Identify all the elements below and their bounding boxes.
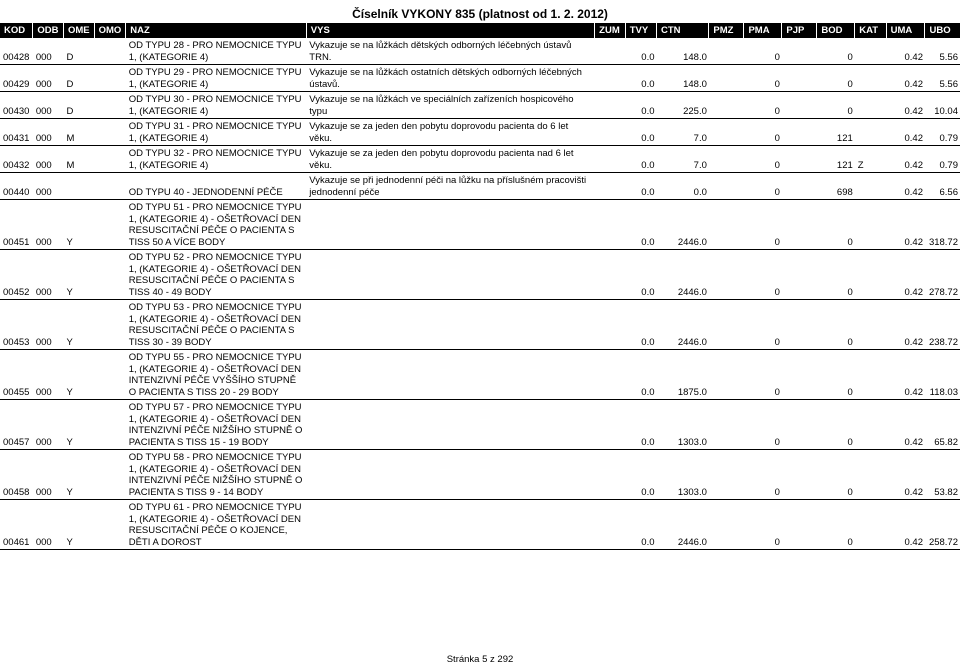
- cell-naz: OD TYPU 58 - PRO NEMOCNICE TYPU 1, (KATEGORIE 4) - OŠETŘOVACÍ DEN INTENZIVNÍ PÉČE NIŽŠÍHO STUPNĚ O PACIENTA S TISS 9 - 14 BODY: [126, 450, 307, 500]
- cell-odb: 000: [33, 450, 64, 500]
- cell-kod: 00458: [0, 450, 33, 500]
- cell-odb: 000: [33, 65, 64, 92]
- cell-ubo: 53.82: [925, 450, 960, 500]
- cell-kod: 00451: [0, 200, 33, 250]
- cell-uma: 0.42: [886, 400, 925, 450]
- cell-pma: 0: [744, 450, 782, 500]
- cell-ubo: 0.79: [925, 119, 960, 146]
- cell-vys: Vykazuje se za jeden den pobytu doprovodu pacienta do 6 let věku.: [306, 119, 594, 146]
- cell-tvy: 0.0: [625, 119, 656, 146]
- cell-ctn: 1303.0: [657, 400, 709, 450]
- cell-omo: [94, 173, 126, 200]
- cell-ubo: 318.72: [925, 200, 960, 250]
- cell-kat: [855, 65, 886, 92]
- cell-zum: [595, 173, 626, 200]
- cell-tvy: 0.0: [625, 500, 656, 550]
- cell-ome: Y: [63, 400, 94, 450]
- cell-ctn: 1303.0: [657, 450, 709, 500]
- cell-naz: OD TYPU 61 - PRO NEMOCNICE TYPU 1, (KATEGORIE 4) - OŠETŘOVACÍ DEN RESUSCITAČNÍ PÉČE O KOJENCE, DĚTI A DOROST: [126, 500, 307, 550]
- cell-kod: 00461: [0, 500, 33, 550]
- cell-tvy: 0.0: [625, 300, 656, 350]
- column-header-naz: NAZ: [126, 23, 307, 38]
- table-row: [0, 146, 960, 173]
- cell-uma: 0.42: [886, 119, 925, 146]
- cell-odb: 000: [33, 350, 64, 400]
- cell-ctn: 2446.0: [657, 300, 709, 350]
- cell-uma: 0.42: [886, 300, 925, 350]
- cell-ubo: 6.56: [925, 173, 960, 200]
- cell-odb: 000: [33, 119, 64, 146]
- cell-naz: OD TYPU 28 - PRO NEMOCNICE TYPU 1, (KATEGORIE 4): [126, 38, 307, 65]
- cell-ubo: 278.72: [925, 250, 960, 300]
- header-row: [0, 23, 960, 38]
- cell-pmz: [709, 500, 744, 550]
- cell-kat: [855, 200, 886, 250]
- cell-ubo: 118.03: [925, 350, 960, 400]
- table-row: [0, 450, 960, 500]
- cell-uma: 0.42: [886, 250, 925, 300]
- cell-pjp: [782, 38, 817, 65]
- cell-zum: [595, 500, 626, 550]
- cell-zum: [595, 92, 626, 119]
- cell-pmz: [709, 250, 744, 300]
- cell-ome: [63, 173, 94, 200]
- cell-tvy: 0.0: [625, 65, 656, 92]
- cell-kat: [855, 300, 886, 350]
- table-row: [0, 65, 960, 92]
- cell-ome: Y: [63, 500, 94, 550]
- cell-naz: OD TYPU 31 - PRO NEMOCNICE TYPU 1, (KATEGORIE 4): [126, 119, 307, 146]
- cell-vys: Vykazuje se na lůžkách ostatních dětských odborných léčebných ústavů.: [306, 65, 594, 92]
- cell-odb: 000: [33, 500, 64, 550]
- table-row: [0, 300, 960, 350]
- cell-ome: Y: [63, 250, 94, 300]
- column-header-kat: KAT: [855, 23, 886, 38]
- cell-bod: 698: [817, 173, 855, 200]
- cell-pma: 0: [744, 300, 782, 350]
- cell-bod: 0: [817, 500, 855, 550]
- cell-pjp: [782, 200, 817, 250]
- cell-pma: 0: [744, 92, 782, 119]
- cell-kod: 00452: [0, 250, 33, 300]
- column-header-uma: UMA: [886, 23, 925, 38]
- cell-pjp: [782, 450, 817, 500]
- cell-omo: [94, 450, 126, 500]
- cell-kat: [855, 450, 886, 500]
- column-header-pma: PMA: [744, 23, 782, 38]
- cell-zum: [595, 146, 626, 173]
- cell-zum: [595, 65, 626, 92]
- table-row: [0, 92, 960, 119]
- cell-ctn: 148.0: [657, 65, 709, 92]
- cell-pmz: [709, 173, 744, 200]
- column-header-tvy: TVY: [625, 23, 656, 38]
- cell-kat: [855, 119, 886, 146]
- cell-bod: 121: [817, 119, 855, 146]
- cell-omo: [94, 300, 126, 350]
- cell-kat: [855, 350, 886, 400]
- cell-tvy: 0.0: [625, 92, 656, 119]
- cell-kod: 00453: [0, 300, 33, 350]
- cell-pma: 0: [744, 500, 782, 550]
- cell-tvy: 0.0: [625, 350, 656, 400]
- table-row: [0, 400, 960, 450]
- cell-pjp: [782, 92, 817, 119]
- cell-naz: OD TYPU 52 - PRO NEMOCNICE TYPU 1, (KATEGORIE 4) - OŠETŘOVACÍ DEN RESUSCITAČNÍ PÉČE O PACIENTA S TISS 40 - 49 BODY: [126, 250, 307, 300]
- cell-kat: [855, 173, 886, 200]
- cell-kod: 00440: [0, 173, 33, 200]
- cell-omo: [94, 92, 126, 119]
- cell-pjp: [782, 500, 817, 550]
- cell-zum: [595, 250, 626, 300]
- cell-odb: 000: [33, 200, 64, 250]
- column-header-bod: BOD: [817, 23, 855, 38]
- cell-tvy: 0.0: [625, 400, 656, 450]
- cell-uma: 0.42: [886, 450, 925, 500]
- cell-odb: 000: [33, 92, 64, 119]
- cell-ome: D: [63, 38, 94, 65]
- table-row: [0, 119, 960, 146]
- column-header-zum: ZUM: [595, 23, 626, 38]
- cell-bod: 0: [817, 300, 855, 350]
- cell-tvy: 0.0: [625, 250, 656, 300]
- column-header-omo: OMO: [94, 23, 126, 38]
- cell-odb: 000: [33, 173, 64, 200]
- cell-kat: [855, 38, 886, 65]
- cell-odb: 000: [33, 400, 64, 450]
- cell-pjp: [782, 300, 817, 350]
- cell-kod: 00428: [0, 38, 33, 65]
- cell-ctn: 2446.0: [657, 200, 709, 250]
- cell-kod: 00455: [0, 350, 33, 400]
- table-row: [0, 250, 960, 300]
- cell-vys: [306, 400, 594, 450]
- cell-vys: Vykazuje se za jeden den pobytu doprovodu pacienta nad 6 let věku.: [306, 146, 594, 173]
- cell-pmz: [709, 450, 744, 500]
- cell-zum: [595, 300, 626, 350]
- cell-naz: OD TYPU 40 - JEDNODENNÍ PÉČE: [126, 173, 307, 200]
- cell-kod: 00430: [0, 92, 33, 119]
- cell-kod: 00432: [0, 146, 33, 173]
- cell-kat: [855, 92, 886, 119]
- cell-pmz: [709, 119, 744, 146]
- document-title: Číselník VYKONY 835 (platnost od 1. 2. 2012): [352, 7, 608, 21]
- column-header-vys: VYS: [306, 23, 594, 38]
- cell-ome: Y: [63, 450, 94, 500]
- vykony-table: [0, 23, 960, 550]
- cell-tvy: 0.0: [625, 450, 656, 500]
- cell-uma: 0.42: [886, 146, 925, 173]
- cell-uma: 0.42: [886, 173, 925, 200]
- column-header-ubo: UBO: [925, 23, 960, 38]
- cell-ome: M: [63, 119, 94, 146]
- cell-ome: Y: [63, 300, 94, 350]
- cell-naz: OD TYPU 53 - PRO NEMOCNICE TYPU 1, (KATEGORIE 4) - OŠETŘOVACÍ DEN RESUSCITAČNÍ PÉČE O PACIENTA S TISS 30 - 39 BODY: [126, 300, 307, 350]
- cell-uma: 0.42: [886, 500, 925, 550]
- cell-pjp: [782, 119, 817, 146]
- cell-bod: 0: [817, 400, 855, 450]
- cell-pjp: [782, 146, 817, 173]
- cell-odb: 000: [33, 250, 64, 300]
- cell-ctn: 7.0: [657, 119, 709, 146]
- cell-vys: [306, 200, 594, 250]
- table-body: [0, 38, 960, 550]
- cell-bod: 121: [817, 146, 855, 173]
- cell-uma: 0.42: [886, 38, 925, 65]
- cell-ubo: 5.56: [925, 65, 960, 92]
- cell-pjp: [782, 350, 817, 400]
- cell-vys: [306, 250, 594, 300]
- column-header-ome: OME: [63, 23, 94, 38]
- cell-ome: Y: [63, 350, 94, 400]
- cell-ctn: 148.0: [657, 38, 709, 65]
- cell-omo: [94, 65, 126, 92]
- column-header-kod: KOD: [0, 23, 33, 38]
- cell-zum: [595, 38, 626, 65]
- cell-vys: Vykazuje se při jednodenní péči na lůžku na příslušném pracovišti jednodenní péče: [306, 173, 594, 200]
- cell-omo: [94, 250, 126, 300]
- cell-tvy: 0.0: [625, 200, 656, 250]
- cell-vys: Vykazuje se na lůžkách ve speciálních zařízeních hospicového typu: [306, 92, 594, 119]
- cell-pma: 0: [744, 200, 782, 250]
- cell-kod: 00429: [0, 65, 33, 92]
- cell-odb: 000: [33, 146, 64, 173]
- cell-kat: [855, 250, 886, 300]
- cell-zum: [595, 400, 626, 450]
- cell-ome: D: [63, 92, 94, 119]
- cell-odb: 000: [33, 300, 64, 350]
- cell-ome: D: [63, 65, 94, 92]
- cell-pjp: [782, 173, 817, 200]
- column-header-ctn: CTN: [657, 23, 709, 38]
- table-row: [0, 173, 960, 200]
- column-header-pmz: PMZ: [709, 23, 744, 38]
- column-header-odb: ODB: [33, 23, 64, 38]
- cell-pjp: [782, 250, 817, 300]
- column-header-pjp: PJP: [782, 23, 817, 38]
- cell-naz: OD TYPU 55 - PRO NEMOCNICE TYPU 1, (KATEGORIE 4) - OŠETŘOVACÍ DEN INTENZIVNÍ PÉČE VYŠŠÍHO STUPNĚ O PACIENTA S TISS 20 - 29 BODY: [126, 350, 307, 400]
- cell-pmz: [709, 300, 744, 350]
- table-row: [0, 350, 960, 400]
- cell-pjp: [782, 65, 817, 92]
- cell-bod: 0: [817, 350, 855, 400]
- cell-ctn: 225.0: [657, 92, 709, 119]
- cell-ubo: 238.72: [925, 300, 960, 350]
- cell-naz: OD TYPU 30 - PRO NEMOCNICE TYPU 1, (KATEGORIE 4): [126, 92, 307, 119]
- cell-pma: 0: [744, 173, 782, 200]
- cell-ctn: 2446.0: [657, 250, 709, 300]
- cell-omo: [94, 200, 126, 250]
- cell-vys: [306, 350, 594, 400]
- cell-uma: 0.42: [886, 65, 925, 92]
- cell-pjp: [782, 400, 817, 450]
- cell-pmz: [709, 38, 744, 65]
- cell-bod: 0: [817, 65, 855, 92]
- cell-omo: [94, 350, 126, 400]
- cell-naz: OD TYPU 29 - PRO NEMOCNICE TYPU 1, (KATEGORIE 4): [126, 65, 307, 92]
- cell-ome: Y: [63, 200, 94, 250]
- cell-ome: M: [63, 146, 94, 173]
- table-row: [0, 200, 960, 250]
- cell-uma: 0.42: [886, 350, 925, 400]
- cell-omo: [94, 146, 126, 173]
- cell-ubo: 10.04: [925, 92, 960, 119]
- table-row: [0, 500, 960, 550]
- cell-uma: 0.42: [886, 92, 925, 119]
- cell-pmz: [709, 92, 744, 119]
- cell-ubo: 0.79: [925, 146, 960, 173]
- cell-pmz: [709, 65, 744, 92]
- cell-naz: OD TYPU 51 - PRO NEMOCNICE TYPU 1, (KATEGORIE 4) - OŠETŘOVACÍ DEN RESUSCITAČNÍ PÉČE O PACIENTA S TISS 50 A VÍCE BODY: [126, 200, 307, 250]
- cell-omo: [94, 38, 126, 65]
- cell-zum: [595, 450, 626, 500]
- cell-ctn: 0.0: [657, 173, 709, 200]
- cell-zum: [595, 350, 626, 400]
- cell-pma: 0: [744, 400, 782, 450]
- cell-bod: 0: [817, 92, 855, 119]
- cell-bod: 0: [817, 38, 855, 65]
- cell-vys: [306, 500, 594, 550]
- cell-pmz: [709, 350, 744, 400]
- cell-pma: 0: [744, 250, 782, 300]
- cell-kat: [855, 500, 886, 550]
- page-number: Stránka 5 z 292: [446, 654, 514, 665]
- cell-ctn: 2446.0: [657, 500, 709, 550]
- cell-ubo: 258.72: [925, 500, 960, 550]
- cell-bod: 0: [817, 250, 855, 300]
- cell-vys: [306, 450, 594, 500]
- cell-kod: 00457: [0, 400, 33, 450]
- cell-naz: OD TYPU 32 - PRO NEMOCNICE TYPU 1, (KATEGORIE 4): [126, 146, 307, 173]
- cell-uma: 0.42: [886, 200, 925, 250]
- cell-tvy: 0.0: [625, 146, 656, 173]
- cell-ctn: 7.0: [657, 146, 709, 173]
- table-row: [0, 38, 960, 65]
- cell-omo: [94, 500, 126, 550]
- cell-bod: 0: [817, 200, 855, 250]
- cell-kat: [855, 400, 886, 450]
- cell-zum: [595, 119, 626, 146]
- cell-odb: 000: [33, 38, 64, 65]
- cell-pma: 0: [744, 119, 782, 146]
- cell-pmz: [709, 146, 744, 173]
- cell-kod: 00431: [0, 119, 33, 146]
- cell-omo: [94, 119, 126, 146]
- cell-ubo: 5.56: [925, 38, 960, 65]
- cell-tvy: 0.0: [625, 38, 656, 65]
- cell-pmz: [709, 400, 744, 450]
- cell-bod: 0: [817, 450, 855, 500]
- cell-naz: OD TYPU 57 - PRO NEMOCNICE TYPU 1, (KATEGORIE 4) - OŠETŘOVACÍ DEN INTENZIVNÍ PÉČE NIŽŠÍHO STUPNĚ O PACIENTA S TISS 15 - 19 BODY: [126, 400, 307, 450]
- cell-ctn: 1875.0: [657, 350, 709, 400]
- cell-pma: 0: [744, 146, 782, 173]
- cell-pma: 0: [744, 350, 782, 400]
- cell-pma: 0: [744, 65, 782, 92]
- cell-zum: [595, 200, 626, 250]
- cell-pmz: [709, 200, 744, 250]
- cell-tvy: 0.0: [625, 173, 656, 200]
- cell-omo: [94, 400, 126, 450]
- cell-kat: Z: [855, 146, 886, 173]
- cell-ubo: 65.82: [925, 400, 960, 450]
- cell-vys: [306, 300, 594, 350]
- cell-vys: Vykazuje se na lůžkách dětských odborných léčebných ústavů TRN.: [306, 38, 594, 65]
- cell-pma: 0: [744, 38, 782, 65]
